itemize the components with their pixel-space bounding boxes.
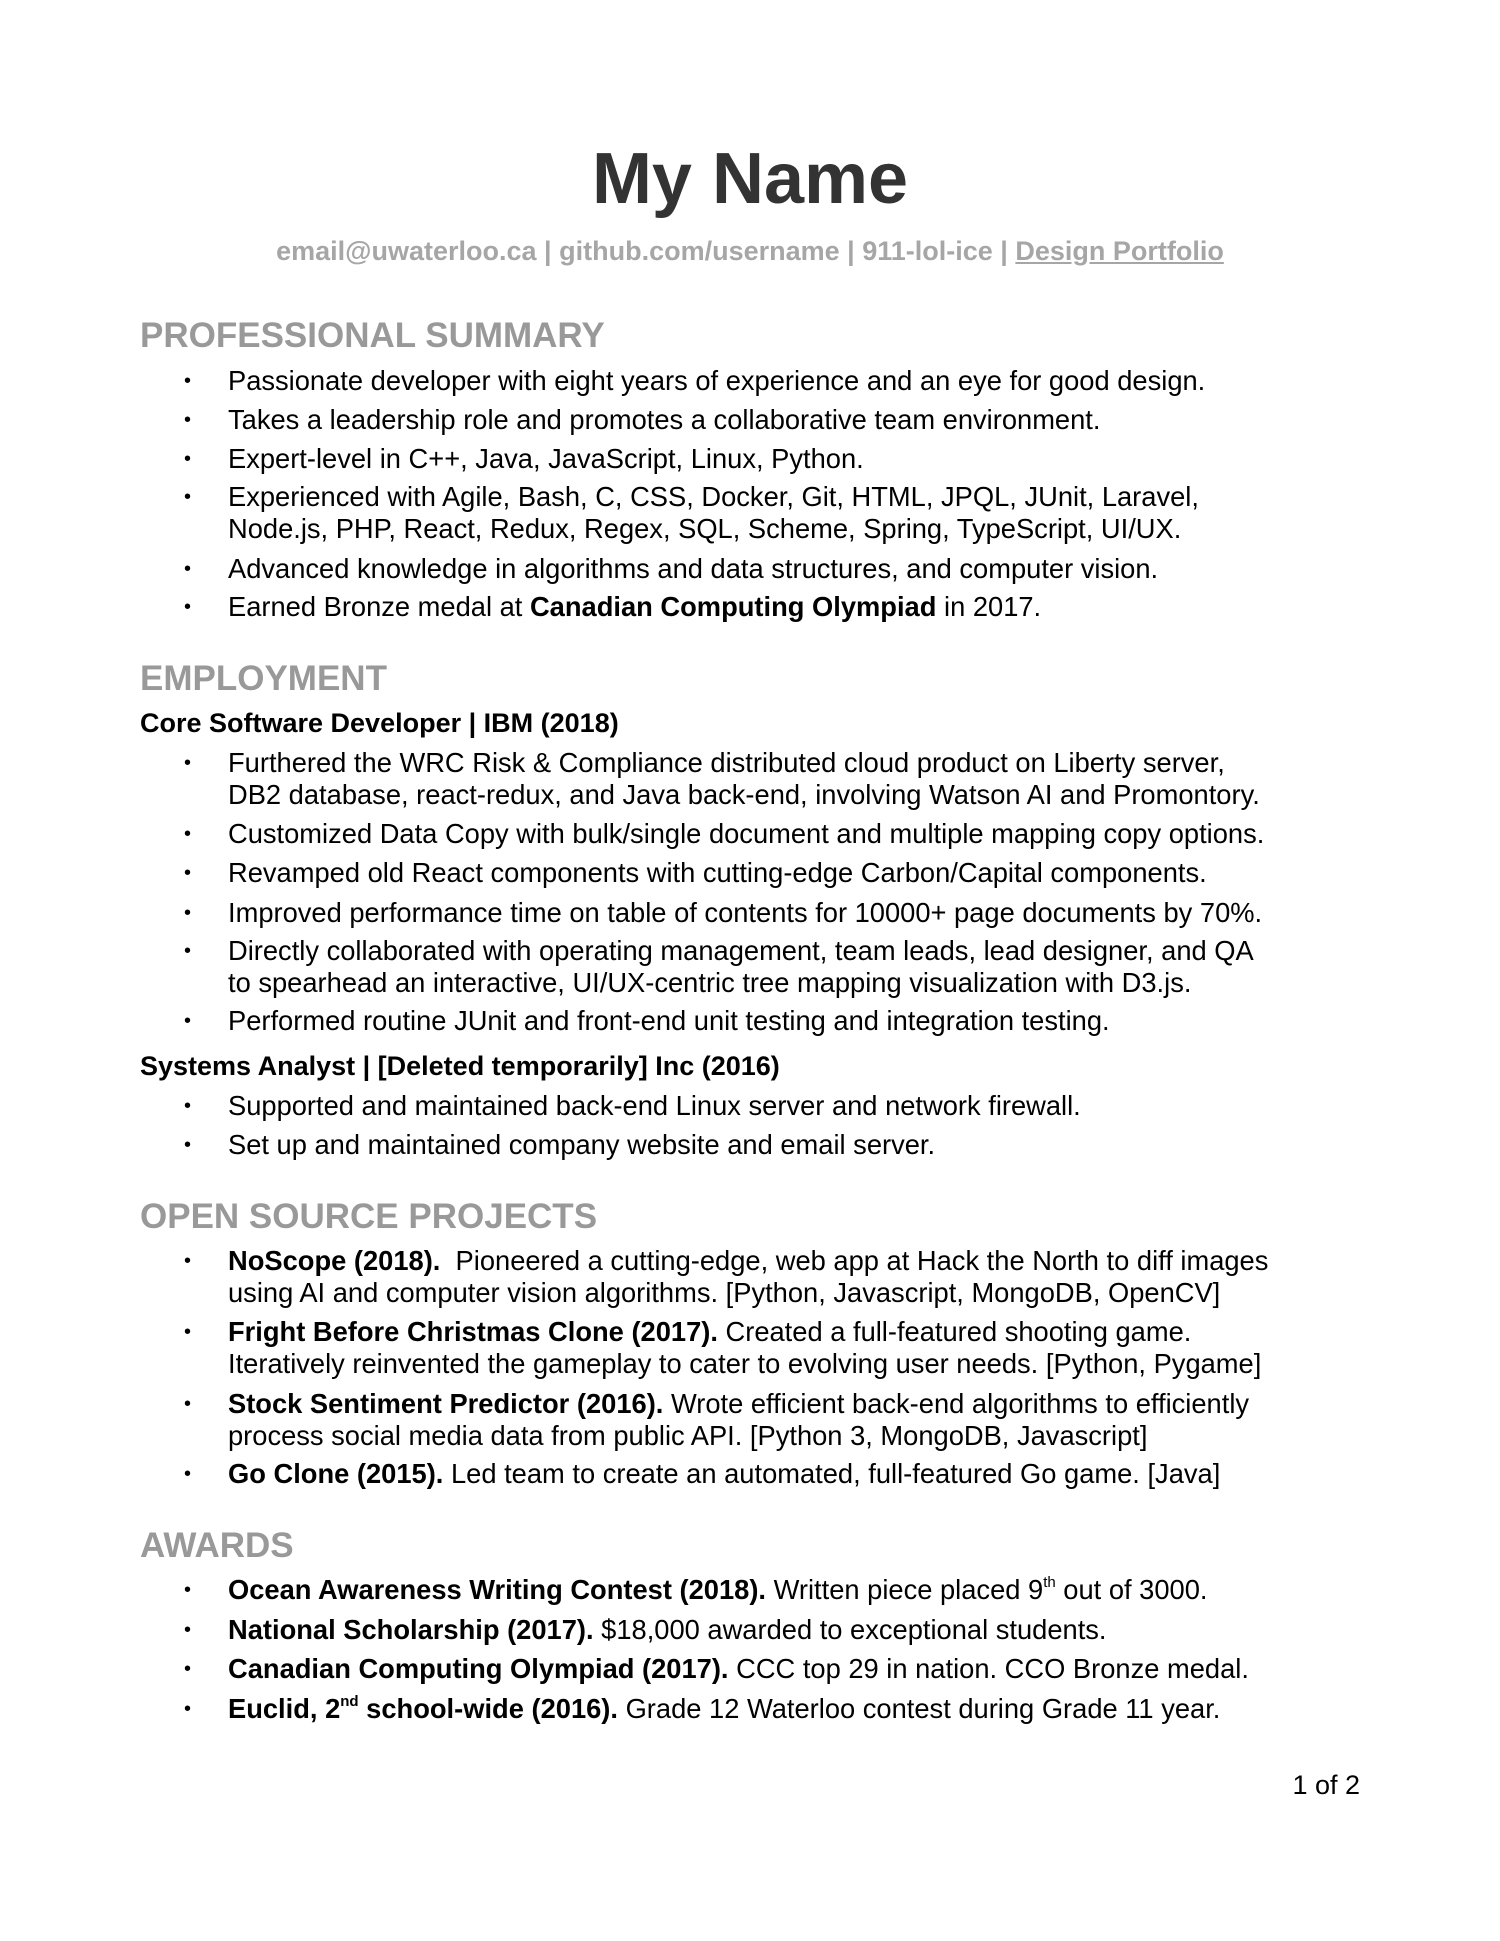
- list-item: • Advanced knowledge in algorithms and data structures, and computer vision.: [228, 553, 1158, 585]
- list-item: • Takes a leadership role and promotes a collaborative team environment.: [228, 404, 1100, 436]
- line: Iteratively reinvented the gameplay to cater to evolving user needs. [Python, Pygame]: [228, 1348, 1262, 1379]
- line: DB2 database, react-redux, and Java back-end, involving Watson AI and Promontory.: [228, 779, 1260, 810]
- list-item: • Supported and maintained back-end Linux server and network firewall.: [228, 1090, 1081, 1122]
- line: Pioneered a cutting-edge, web app at Hack the North to diff images: [440, 1245, 1269, 1276]
- design-portfolio-link[interactable]: Design Portfolio: [1015, 236, 1224, 266]
- superscript: nd: [340, 1693, 359, 1710]
- list-item: [228, 481, 1199, 545]
- line: Furthered the WRC Risk & Compliance distributed cloud product on Liberty server,: [228, 747, 1225, 778]
- bold-text: Canadian Computing Olympiad: [529, 591, 937, 622]
- text: Earned Bronze medal at: [228, 591, 530, 622]
- line: Created a full-featured shooting game.: [717, 1316, 1192, 1347]
- award-name: National Scholarship (2017).: [228, 1614, 594, 1645]
- list-item: • Improved performance time on table of contents for 10000+ page documents by 70%.: [228, 897, 1262, 929]
- line: process social media data from public API. [Python 3, MongoDB, Javascript]: [228, 1420, 1148, 1451]
- list-item: [228, 591, 1041, 623]
- phone: 911-lol-ice: [862, 236, 993, 266]
- section-heading-projects: OPEN SOURCE PROJECTS: [140, 1197, 598, 1236]
- award-name: Canadian Computing Olympiad (2017).: [228, 1653, 729, 1684]
- list-item: • Set up and maintained company website and email server.: [228, 1129, 935, 1161]
- project-name: Go Clone (2015).: [228, 1458, 444, 1489]
- separator: |: [536, 236, 560, 266]
- list-item: • Performed routine JUnit and front-end unit testing and integration testing.: [228, 1005, 1110, 1037]
- section-heading-employment: EMPLOYMENT: [140, 659, 387, 698]
- page-number: 1 of 2: [1292, 1770, 1360, 1800]
- list-item: • Customized Data Copy with bulk/single document and multiple mapping copy options.: [228, 818, 1264, 850]
- award-name: Euclid, 2: [228, 1693, 341, 1724]
- list-item: • Expert-level in C++, Java, JavaScript, Linux, Python.: [228, 443, 864, 475]
- text: $18,000 awarded to exceptional students.: [593, 1614, 1107, 1645]
- line: using AI and computer vision algorithms. [Python, Javascript, MongoDB, OpenCV]: [228, 1277, 1221, 1308]
- list-item: [228, 1574, 1208, 1606]
- list-item: [228, 747, 1260, 811]
- list-item: [228, 1245, 1268, 1309]
- line: Directly collaborated with operating management, team leads, lead designer, and QA: [228, 935, 1254, 966]
- award-name: school-wide (2016).: [358, 1693, 618, 1724]
- job-title: Systems Analyst | [Deleted temporarily] Inc (2016): [140, 1051, 780, 1081]
- job-title: Core Software Developer | IBM (2018): [140, 708, 619, 738]
- text: in 2017.: [936, 591, 1042, 622]
- contact-line: [0, 235, 1500, 267]
- superscript: th: [1043, 1574, 1056, 1591]
- separator: |: [839, 236, 863, 266]
- github: github.com/username: [559, 236, 840, 266]
- line: Wrote efficient back-end algorithms to efficiently: [663, 1388, 1250, 1419]
- line: Led team to create an automated, full-featured Go game. [Java]: [443, 1458, 1221, 1489]
- page-title: My Name: [591, 139, 909, 219]
- list-item: [228, 1653, 1249, 1685]
- text: out of 3000.: [1055, 1574, 1208, 1605]
- line: Node.js, PHP, React, Redux, Regex, SQL, Scheme, Spring, TypeScript, UI/UX.: [228, 513, 1182, 544]
- text: Grade 12 Waterloo contest during Grade 11 year.: [617, 1693, 1221, 1724]
- project-name: NoScope (2018).: [228, 1245, 441, 1276]
- list-item: [228, 1316, 1261, 1380]
- text: CCC top 29 in nation. CCO Bronze medal.: [728, 1653, 1249, 1684]
- line: to spearhead an interactive, UI/UX-centric tree mapping visualization with D3.js.: [228, 967, 1192, 998]
- project-name: Stock Sentiment Predictor (2016).: [228, 1388, 664, 1419]
- list-item: [228, 1388, 1249, 1452]
- list-item: [228, 1458, 1220, 1490]
- email: email@uwaterloo.ca: [276, 236, 537, 266]
- line: Experienced with Agile, Bash, C, CSS, Docker, Git, HTML, JPQL, JUnit, Laravel,: [228, 481, 1199, 512]
- list-item: • Passionate developer with eight years of experience and an eye for good design.: [228, 365, 1205, 397]
- award-name: Ocean Awareness Writing Contest (2018).: [228, 1574, 767, 1605]
- list-item: [228, 1614, 1107, 1646]
- list-item: [228, 935, 1254, 999]
- section-heading-awards: AWARDS: [140, 1526, 294, 1565]
- list-item: • Revamped old React components with cutting-edge Carbon/Capital components.: [228, 857, 1207, 889]
- section-heading-summary: PROFESSIONAL SUMMARY: [140, 316, 605, 355]
- project-name: Fright Before Christmas Clone (2017).: [228, 1316, 718, 1347]
- text: Written piece placed 9: [766, 1574, 1044, 1605]
- separator: |: [992, 236, 1016, 266]
- list-item: [228, 1693, 1220, 1725]
